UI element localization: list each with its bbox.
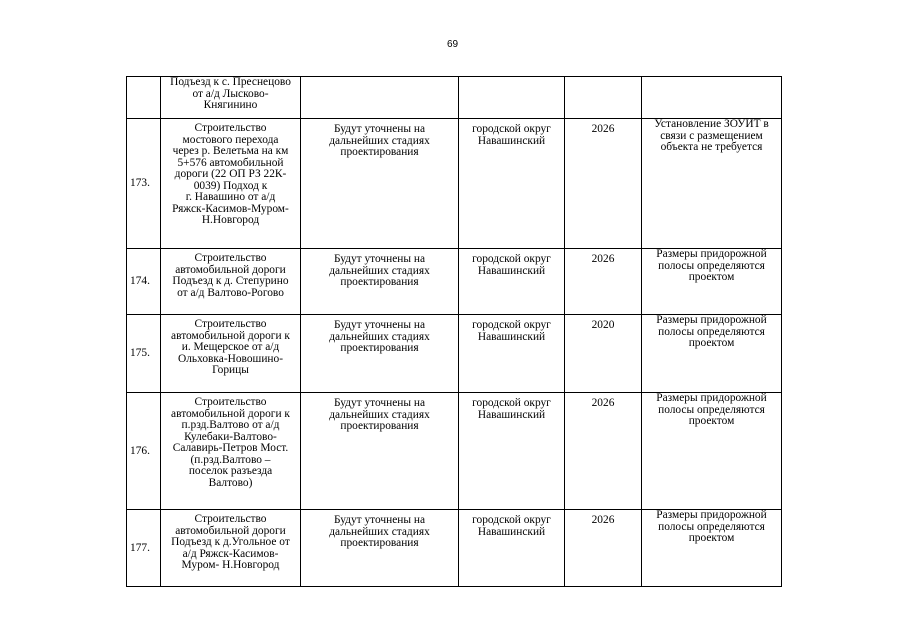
- table-row: [127, 77, 782, 119]
- row-number: 175.: [127, 315, 161, 393]
- object-year: [565, 77, 642, 119]
- object-year: 2026: [565, 510, 642, 587]
- object-parameters: Будут уточнены на дальнейших стадиях проектирования: [301, 393, 459, 510]
- object-name: Строительство автомобильной дороги к п.рзд.Валтово от а/д Кулебаки-Валтово- Салавирь-Петров Мост. (п.рзд.Валтово – поселок разъезда Валтово): [161, 393, 301, 510]
- object-location: [459, 77, 565, 119]
- row-number: [127, 77, 161, 119]
- object-name: Строительство автомобильной дороги Подъезд к д.Угольное от а/д Ряжск-Касимов- Муром- Н.Новгород: [161, 510, 301, 587]
- object-year: 2026: [565, 119, 642, 249]
- object-parameters: Будут уточнены на дальнейших стадиях проектирования: [301, 249, 459, 315]
- table-row: [127, 393, 782, 510]
- row-number: 177.: [127, 510, 161, 587]
- object-zone-note: Размеры придорожной полосы определяются проектом: [642, 393, 782, 510]
- object-name: Строительство автомобильной дороги Подъезд к д. Степурино от а/д Валтово-Рогово: [161, 249, 301, 315]
- object-parameters: Будут уточнены на дальнейших стадиях проектирования: [301, 315, 459, 393]
- object-year: 2026: [565, 393, 642, 510]
- page-number: 69: [446, 39, 459, 50]
- object-location: городской округ Навашинский: [459, 393, 565, 510]
- object-zone-note: Размеры придорожной полосы определяются проектом: [642, 510, 782, 587]
- object-name: Строительство автомобильной дороги к и. Мещерское от а/д Ольховка-Новошино- Горицы: [161, 315, 301, 393]
- table-row: [127, 249, 782, 315]
- object-location: городской округ Навашинский: [459, 315, 565, 393]
- object-zone-note: Размеры придорожной полосы определяются проектом: [642, 315, 782, 393]
- object-parameters: [301, 77, 459, 119]
- table-row: [127, 119, 782, 249]
- objects-table: [126, 76, 782, 587]
- row-number: 173.: [127, 119, 161, 249]
- object-parameters: Будут уточнены на дальнейших стадиях проектирования: [301, 119, 459, 249]
- table-row: [127, 510, 782, 587]
- object-location: городской округ Навашинский: [459, 119, 565, 249]
- object-zone-note: Установление ЗОУИТ в связи с размещением объекта не требуется: [642, 119, 782, 249]
- object-parameters: Будут уточнены на дальнейших стадиях проектирования: [301, 510, 459, 587]
- row-number: 174.: [127, 249, 161, 315]
- object-name: Подъезд к с. Преснецово от а/д Лысково- Княгинино: [161, 77, 301, 119]
- object-year: 2020: [565, 315, 642, 393]
- object-zone-note: [642, 77, 782, 119]
- object-name: Строительство мостового перехода через р. Велетьма на км 5+576 автомобильной дороги (22 ОП РЗ 22К- 0039) Подход к г. Навашино от а/д Ряжск-Касимов-Муром- Н.Новгород: [161, 119, 301, 249]
- object-location: городской округ Навашинский: [459, 249, 565, 315]
- table-row: [127, 315, 782, 393]
- row-number: 176.: [127, 393, 161, 510]
- object-zone-note: Размеры придорожной полосы определяются проектом: [642, 249, 782, 315]
- object-location: городской округ Навашинский: [459, 510, 565, 587]
- object-year: 2026: [565, 249, 642, 315]
